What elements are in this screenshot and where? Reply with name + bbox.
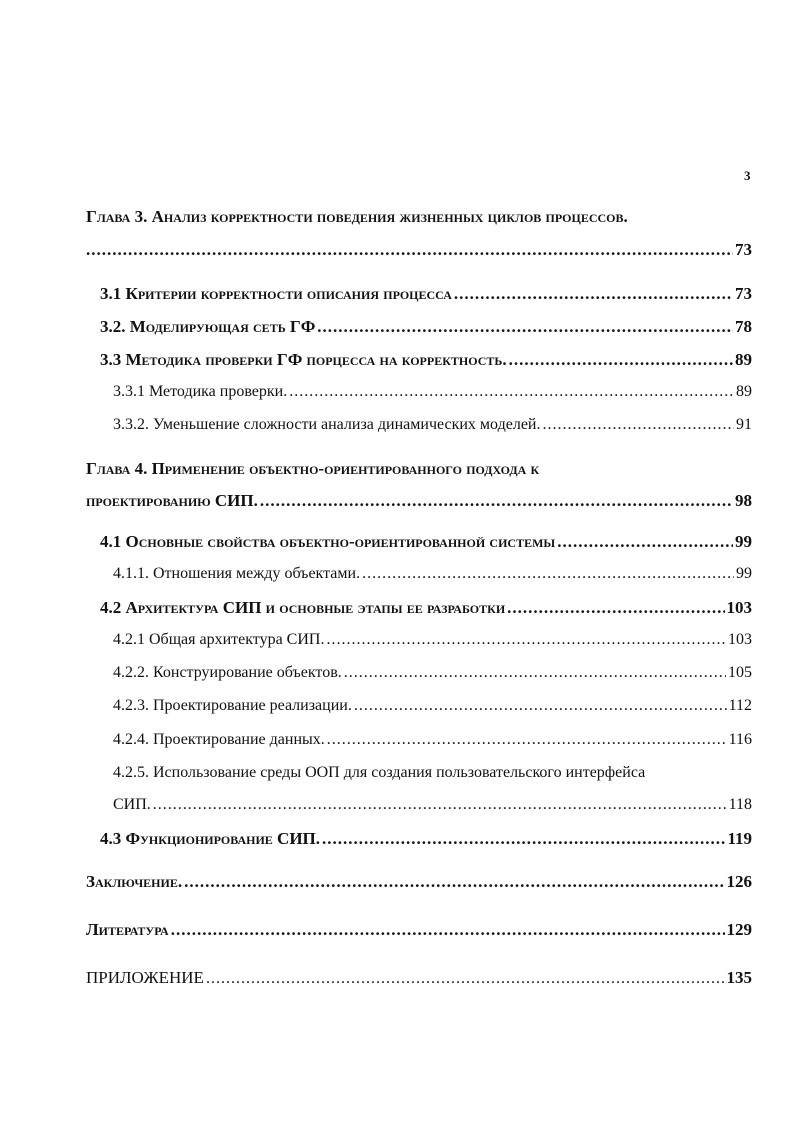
entry-label: 4.1.1. Отношения между объектами.: [113, 565, 361, 582]
toc-subsection-4-2-1[interactable]: [113, 631, 752, 649]
toc-section-3-3[interactable]: [100, 350, 752, 370]
entry-label: СИП.: [113, 796, 151, 813]
entry-label: 4.3 Функционирование СИП.: [100, 829, 321, 848]
dot-leader: [362, 565, 734, 583]
dot-leader: [289, 383, 734, 401]
dot-leader: [317, 317, 733, 337]
entry-label: 3.3.2. Уменьшение сложности анализа динамических моделей.: [113, 416, 541, 433]
dot-leader: [171, 920, 725, 940]
page-ref: 119: [727, 829, 752, 848]
page-ref: 135: [726, 968, 752, 987]
toc-chapter-4-title[interactable]: Глава 4. Применение объектно-ориентированного подхода к: [86, 459, 540, 478]
entry-label: 4.2 Архитектура СИП и основные этапы ее разработки: [100, 598, 506, 617]
dot-leader: [542, 416, 734, 434]
dot-leader: [454, 284, 733, 304]
dot-leader: [184, 872, 724, 892]
page-ref: 99: [736, 565, 752, 582]
entry-label: 4.2.2. Конструирование объектов.: [113, 664, 342, 681]
dot-leader: [260, 491, 733, 511]
toc-chapter-4-line2[interactable]: [86, 491, 752, 511]
dot-leader: [327, 731, 727, 749]
toc-subsection-4-1-1[interactable]: [113, 565, 752, 583]
entry-label: 4.2.4. Проектирование данных.: [113, 731, 325, 748]
dot-leader: [206, 970, 725, 988]
toc-subsection-4-2-2[interactable]: [113, 664, 752, 682]
toc-literature[interactable]: [86, 920, 752, 940]
toc-chapter-3-title[interactable]: Глава 3. Анализ корректности поведения жизненных циклов процессов.: [86, 207, 628, 226]
toc-section-3-2[interactable]: [100, 317, 752, 337]
dot-leader: [344, 664, 726, 682]
page-ref: 112: [728, 697, 752, 714]
toc-section-4-3[interactable]: [100, 829, 752, 849]
page-ref: 99: [735, 532, 752, 551]
page-ref: 118: [728, 796, 752, 813]
toc-subsection-4-2-3[interactable]: [113, 697, 752, 715]
dot-leader: [557, 532, 733, 552]
toc-subsection-3-3-1[interactable]: [113, 383, 752, 401]
page-ref: 126: [726, 872, 752, 891]
toc-subsection-4-2-5-line2[interactable]: [113, 796, 752, 814]
dot-leader: [354, 697, 727, 715]
page-ref: 73: [735, 284, 752, 303]
page-ref: 129: [726, 920, 752, 939]
toc-section-3-1[interactable]: [100, 284, 752, 304]
entry-label: 3.2. Моделирующая сеть ГФ: [100, 317, 316, 336]
entry-label: 4.1 Основные свойства объектно-ориентированной системы: [100, 532, 556, 551]
page-ref: 103: [728, 631, 752, 648]
dot-leader: [326, 631, 726, 649]
dot-leader: [322, 829, 725, 849]
entry-label: 3.3 Методика проверки ГФ порцесса на корректность.: [100, 350, 507, 369]
toc-section-4-2[interactable]: [100, 598, 752, 618]
entry-label: 3.1 Критерии корректности описания процесса: [100, 284, 452, 303]
dot-leader: [86, 240, 733, 260]
toc-subsection-4-2-4[interactable]: [113, 731, 752, 749]
entry-label: 3.3.1 Методика проверки.: [113, 383, 288, 400]
page-ref: 89: [735, 350, 752, 369]
toc-conclusion[interactable]: [86, 872, 752, 892]
dot-leader: [509, 350, 733, 370]
page-ref: 105: [728, 664, 752, 681]
page-ref: 98: [735, 491, 752, 510]
toc-chapter-3-leader[interactable]: [86, 240, 752, 260]
toc-section-4-1[interactable]: [100, 532, 752, 552]
entry-label: 4.2.1 Общая архитектура СИП.: [113, 631, 325, 648]
toc-subsection-3-3-2[interactable]: [113, 416, 752, 434]
dot-leader: [507, 598, 724, 618]
page-ref: 91: [736, 416, 752, 433]
entry-label: ПРИЛОЖЕНИЕ: [86, 968, 204, 987]
entry-label: проектированию СИП.: [86, 491, 258, 510]
entry-label: Литература: [86, 920, 169, 939]
dot-leader: [153, 796, 727, 814]
toc-subsection-4-2-5-title[interactable]: 4.2.5. Использование среды ООП для создания пользовательского интерфейса: [113, 764, 646, 781]
page-number: 3: [744, 168, 751, 183]
entry-label: 4.2.3. Проектирование реализации.: [113, 697, 352, 714]
page-ref: 73: [735, 240, 752, 259]
page-ref: 116: [728, 731, 752, 748]
page-ref: 103: [726, 598, 752, 617]
page-ref: 78: [735, 317, 752, 336]
page-ref: 89: [736, 383, 752, 400]
entry-label: Заключение.: [86, 872, 183, 891]
toc-appendix[interactable]: [86, 968, 752, 988]
